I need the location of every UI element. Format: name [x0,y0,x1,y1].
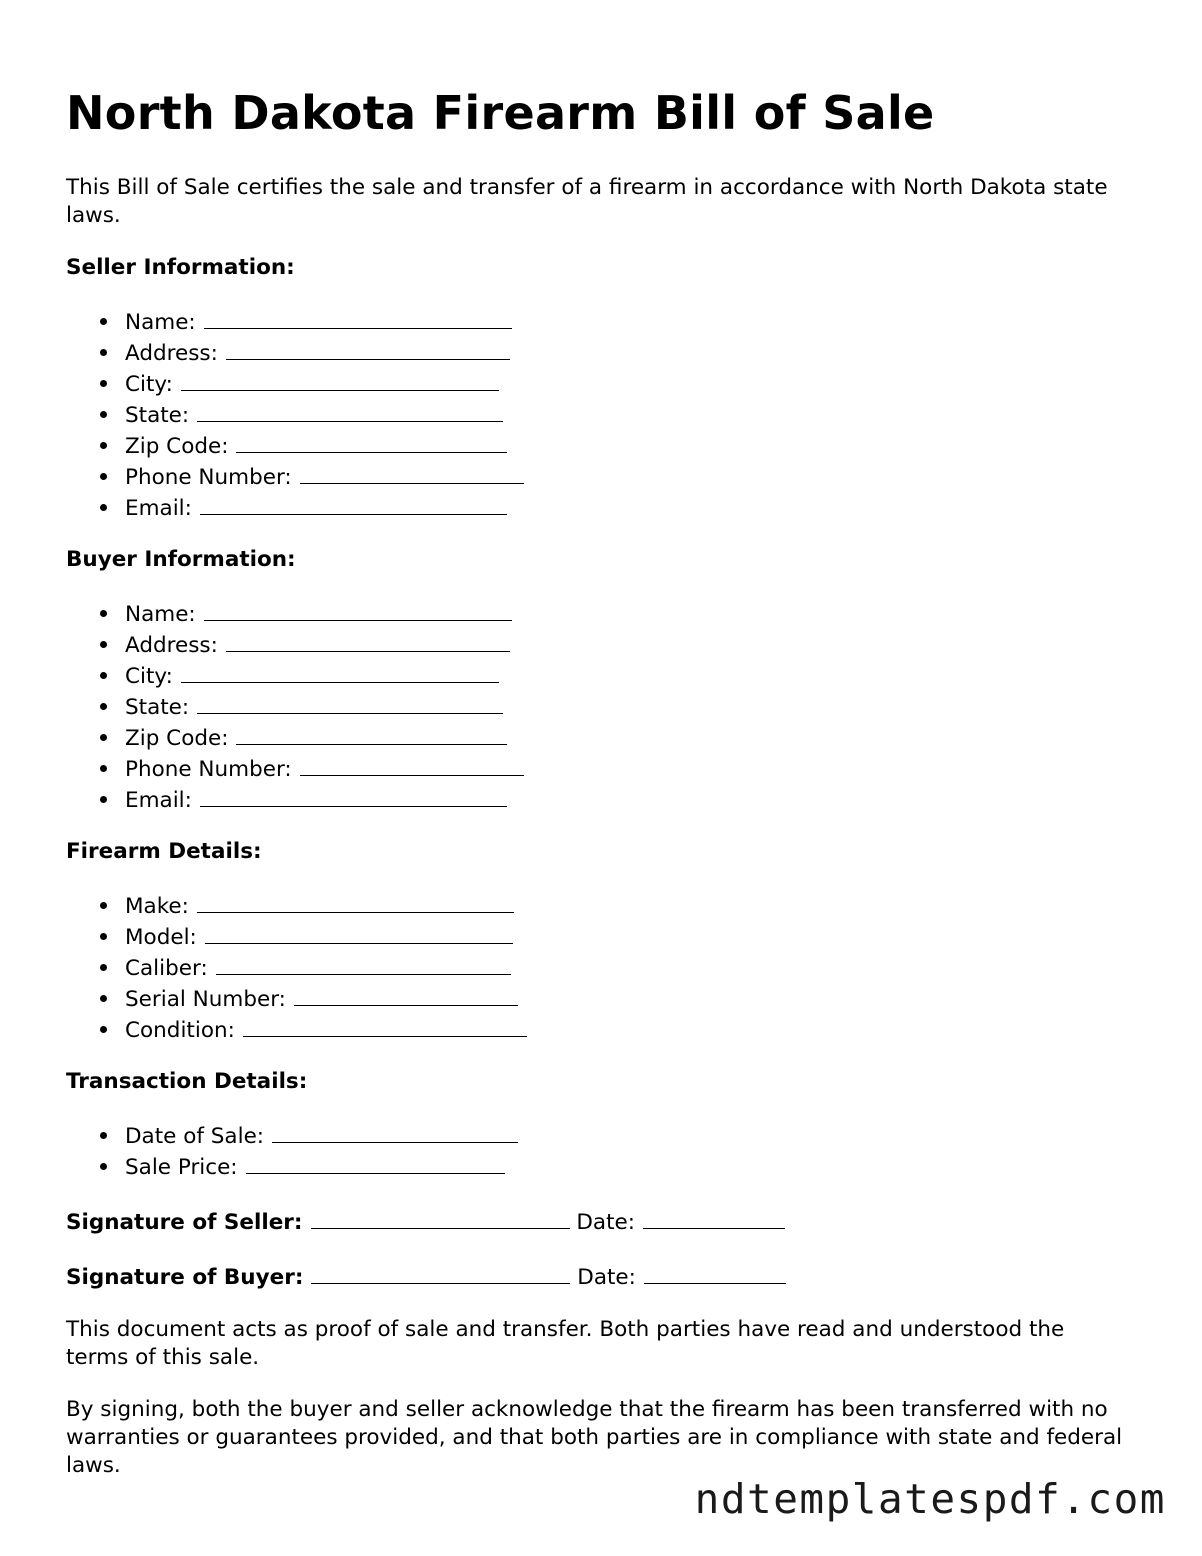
seller-address-blank[interactable] [226,337,510,360]
seller-state-field: State: [66,399,1126,430]
document-page [66,80,1126,1480]
seller-name-blank[interactable] [204,306,512,329]
buyer-phone-field: Phone Number: [66,753,1126,784]
buyer-city-blank[interactable] [181,660,499,683]
bullet-icon [100,1132,107,1139]
buyer-signature-blank[interactable] [311,1261,570,1284]
seller-address-field: Address: [66,337,1126,368]
bullet-icon [100,610,107,617]
seller-email-field: Email: [66,492,1126,523]
firearm-condition-field: Condition: [66,1014,1126,1045]
bullet-icon [100,703,107,710]
seller-zip-field: Zip Code: [66,430,1126,461]
transaction-date-blank[interactable] [272,1120,518,1143]
buyer-city-field: City: [66,660,1126,691]
buyer-signature-line [66,1261,1126,1292]
transaction-price-field: Sale Price: [66,1151,1126,1182]
buyer-state-blank[interactable] [197,691,503,714]
bullet-icon [100,765,107,772]
seller-city-field: City: [66,368,1126,399]
buyer-field-list [66,598,1126,815]
bullet-icon [100,318,107,325]
seller-state-blank[interactable] [197,399,503,422]
bullet-icon [100,734,107,741]
seller-email-blank[interactable] [200,492,507,515]
buyer-section-heading: Buyer Information: [66,547,296,572]
buyer-zip-field: Zip Code: [66,722,1126,753]
buyer-name-field: Name: [66,598,1126,629]
seller-section-heading: Seller Information: [66,255,295,280]
buyer-email-blank[interactable] [200,784,507,807]
transaction-date-field: Date of Sale: [66,1120,1126,1151]
bullet-icon [100,380,107,387]
buyer-name-blank[interactable] [204,598,512,621]
buyer-signature-label: Signature of Buyer: [66,1265,304,1290]
bullet-icon [100,1163,107,1170]
bullet-icon [100,442,107,449]
transaction-field-list [66,1120,1126,1182]
seller-phone-blank[interactable] [300,461,524,484]
seller-zip-blank[interactable] [236,430,507,453]
seller-signature-blank[interactable] [311,1206,570,1229]
seller-date-blank[interactable] [643,1206,785,1229]
firearm-caliber-field: Caliber: [66,952,1126,983]
bullet-icon [100,411,107,418]
firearm-serial-field: Serial Number: [66,983,1126,1014]
intro-paragraph: This Bill of Sale certifies the sale and transfer of a firearm in accordance with North Dakota state laws. [66,175,1108,228]
bullet-icon [100,964,107,971]
firearm-make-blank[interactable] [197,890,514,913]
bullet-icon [100,995,107,1002]
site-watermark: ndtemplatespdf.com [694,1475,1166,1523]
firearm-model-field: Model: [66,921,1126,952]
bullet-icon [100,349,107,356]
bullet-icon [100,641,107,648]
firearm-serial-blank[interactable] [294,983,518,1006]
closing-paragraph-1: This document acts as proof of sale and transfer. Both parties have read and understood the terms of this sale. [66,1317,1065,1370]
buyer-phone-blank[interactable] [300,753,524,776]
seller-field-list [66,306,1126,523]
seller-phone-field: Phone Number: [66,461,1126,492]
bullet-icon [100,1026,107,1033]
closing-paragraph-2: By signing, both the buyer and seller acknowledge that the firearm has been transferred with no warranties or guarantees provided, and that both parties are in compliance with state and federal laws. [66,1397,1123,1478]
transaction-section-heading: Transaction Details: [66,1069,308,1094]
bullet-icon [100,504,107,511]
firearm-condition-blank[interactable] [243,1014,527,1037]
buyer-zip-blank[interactable] [236,722,507,745]
seller-date-label: Date: [576,1210,635,1235]
seller-signature-line [66,1206,1126,1237]
seller-signature-label: Signature of Seller: [66,1210,303,1235]
buyer-address-blank[interactable] [226,629,510,652]
page-title: North Dakota Firearm Bill of Sale [66,86,935,140]
bullet-icon [100,473,107,480]
firearm-make-field: Make: [66,890,1126,921]
firearm-model-blank[interactable] [205,921,513,944]
buyer-date-label: Date: [577,1265,636,1290]
bullet-icon [100,796,107,803]
firearm-field-list [66,890,1126,1045]
bullet-icon [100,672,107,679]
buyer-date-blank[interactable] [644,1261,786,1284]
bullet-icon [100,933,107,940]
bullet-icon [100,902,107,909]
seller-city-blank[interactable] [181,368,499,391]
buyer-state-field: State: [66,691,1126,722]
buyer-email-field: Email: [66,784,1126,815]
firearm-section-heading: Firearm Details: [66,839,262,864]
seller-name-field: Name: [66,306,1126,337]
buyer-address-field: Address: [66,629,1126,660]
transaction-price-blank[interactable] [246,1151,505,1174]
firearm-caliber-blank[interactable] [216,952,511,975]
